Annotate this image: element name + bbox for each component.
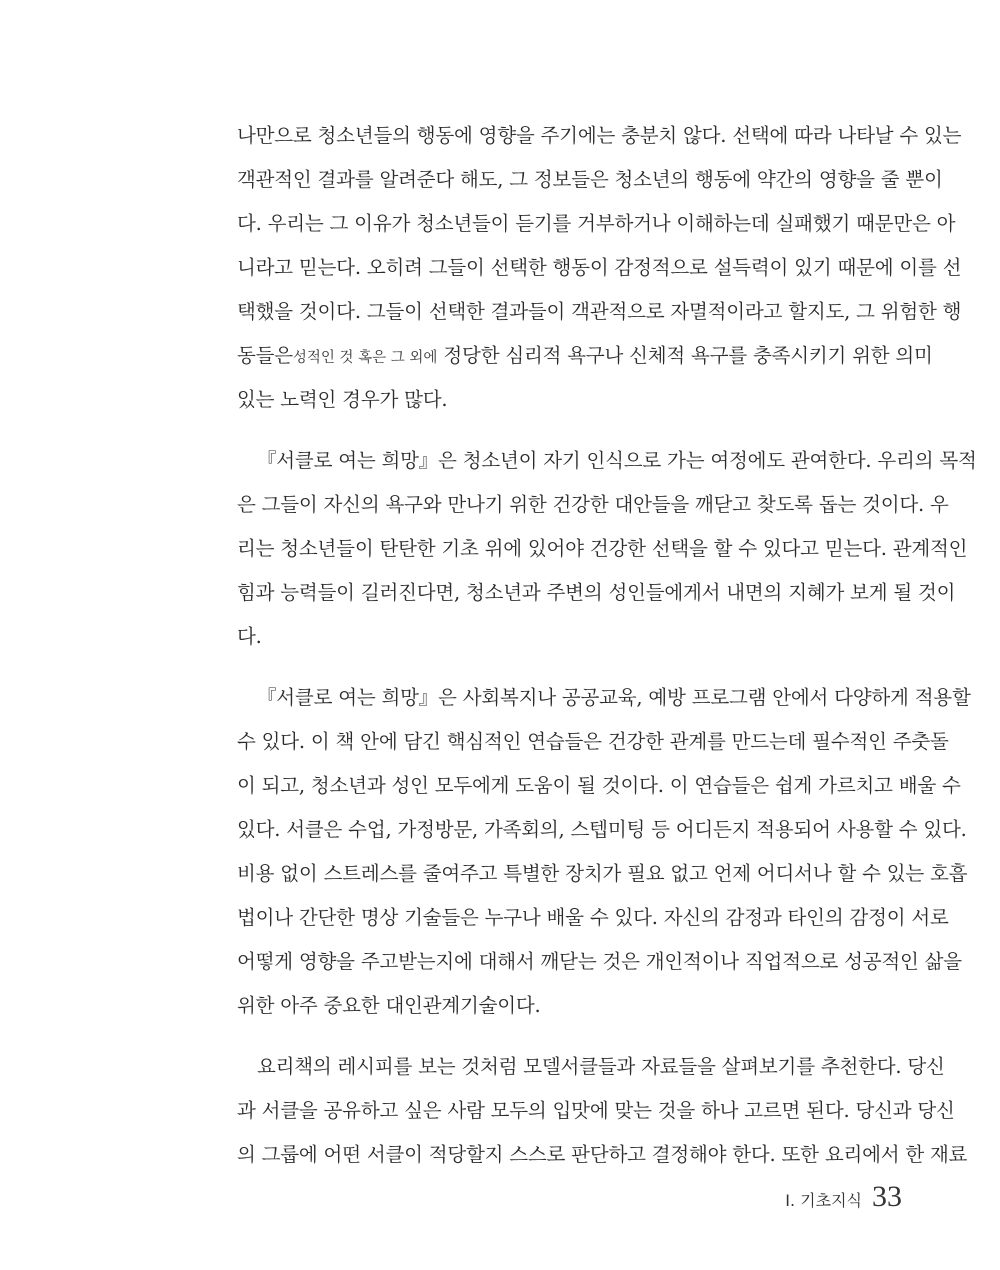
text-line: 있다. 서클은 수업, 가정방문, 가족회의, 스텝미팅 등 어디든지 적용되어 사용할 수 있다. [237,818,967,841]
page-footer [785,1180,902,1220]
text-line: 과 서클을 공유하고 싶은 사람 모두의 입맛에 맞는 것을 하나 고르면 된다. 당신과 당신 [237,1099,955,1122]
text-line: 힘과 능력들이 길러진다면, 청소년과 주변의 성인들에게서 내면의 지혜가 보게 될 것이 [237,581,956,604]
text-line: 나만으로 청소년들의 행동에 영향을 주기에는 충분치 않다. 선택에 따라 나타날 수 있는 [237,124,962,147]
paragraph-1 [237,114,962,422]
text-line: 요리책의 레시피를 보는 것처럼 모델서클들과 자료들을 살펴보기를 추천한다. 당신 [257,1055,945,1078]
text-line: 『서클로 여는 희망』은 사회복지나 공공교육, 예방 프로그램 안에서 다양하게 적용할 [257,686,971,709]
paragraph-2 [237,439,977,659]
text-line: 객관적인 결과를 알려준다 해도, 그 정보들은 청소년의 행동에 약간의 영향을 줄 뿐이 [237,168,943,191]
text-line: 다. [237,625,262,648]
text-line: 있는 노력인 경우가 많다. [237,388,448,411]
text-segment: 동들은 [237,344,293,367]
text-line-mixed [237,334,933,378]
text-line: 은 그들이 자신의 욕구와 만나기 위한 건강한 대안들을 깨닫고 찾도록 돕는 것이다. 우 [237,493,949,516]
text-line: 택했을 것이다. 그들이 선택한 결과들이 객관적으로 자멸적이라고 할지도, 그 위험한 행 [237,300,962,323]
text-segment: 정당한 심리적 욕구나 신체적 욕구를 충족시키기 위한 의미 [437,344,933,367]
paragraph-4 [237,1045,968,1177]
text-line: 다. 우리는 그 이유가 청소년들이 듣기를 거부하거나 이해하는데 실패했기 때문만은 아 [237,212,956,235]
paragraph-gap [237,659,903,676]
section-title: I. 기초지식 [785,1191,862,1210]
text-line: 이 되고, 청소년과 성인 모두에게 도움이 될 것이다. 이 연습들은 쉽게 가르치고 배울 수 [237,774,961,797]
text-line: 리는 청소년들이 탄탄한 기초 위에 있어야 건강한 선택을 할 수 있다고 믿는다. 관계적인 [237,537,968,560]
page-number: 33 [872,1180,902,1213]
text-line: 법이나 간단한 명상 기술들은 누구나 배울 수 있다. 자신의 감정과 타인의 감정이 서로 [237,906,949,929]
paragraph-gap [237,1028,903,1045]
text-line: 어떻게 영향을 주고받는지에 대해서 깨닫는 것은 개인적이나 직업적으로 성공적인 삶을 [237,950,962,973]
small-inline-text: 성적인 것 혹은 그 외에 [292,350,438,366]
text-line: 의 그룹에 어떤 서클이 적당할지 스스로 판단하고 결정해야 한다. 또한 요리에서 한 재료 [237,1143,968,1166]
paragraph-3 [237,676,971,1028]
text-line: 위한 아주 중요한 대인관계기술이다. [237,994,541,1017]
text-line: 니라고 믿는다. 오히려 그들이 선택한 행동이 감정적으로 설득력이 있기 때문에 이를 선 [237,256,962,279]
body-text [237,114,977,1177]
paragraph-gap [237,422,903,439]
text-line: 비용 없이 스트레스를 줄여주고 특별한 장치가 필요 없고 언제 어디서나 할 수 있는 호흡 [237,862,968,885]
text-line: 수 있다. 이 책 안에 담긴 핵심적인 연습들은 건강한 관계를 만드는데 필수적인 주춧돌 [237,730,949,753]
text-line: 『서클로 여는 희망』은 청소년이 자기 인식으로 가는 여정에도 관여한다. 우리의 목적 [257,449,977,472]
